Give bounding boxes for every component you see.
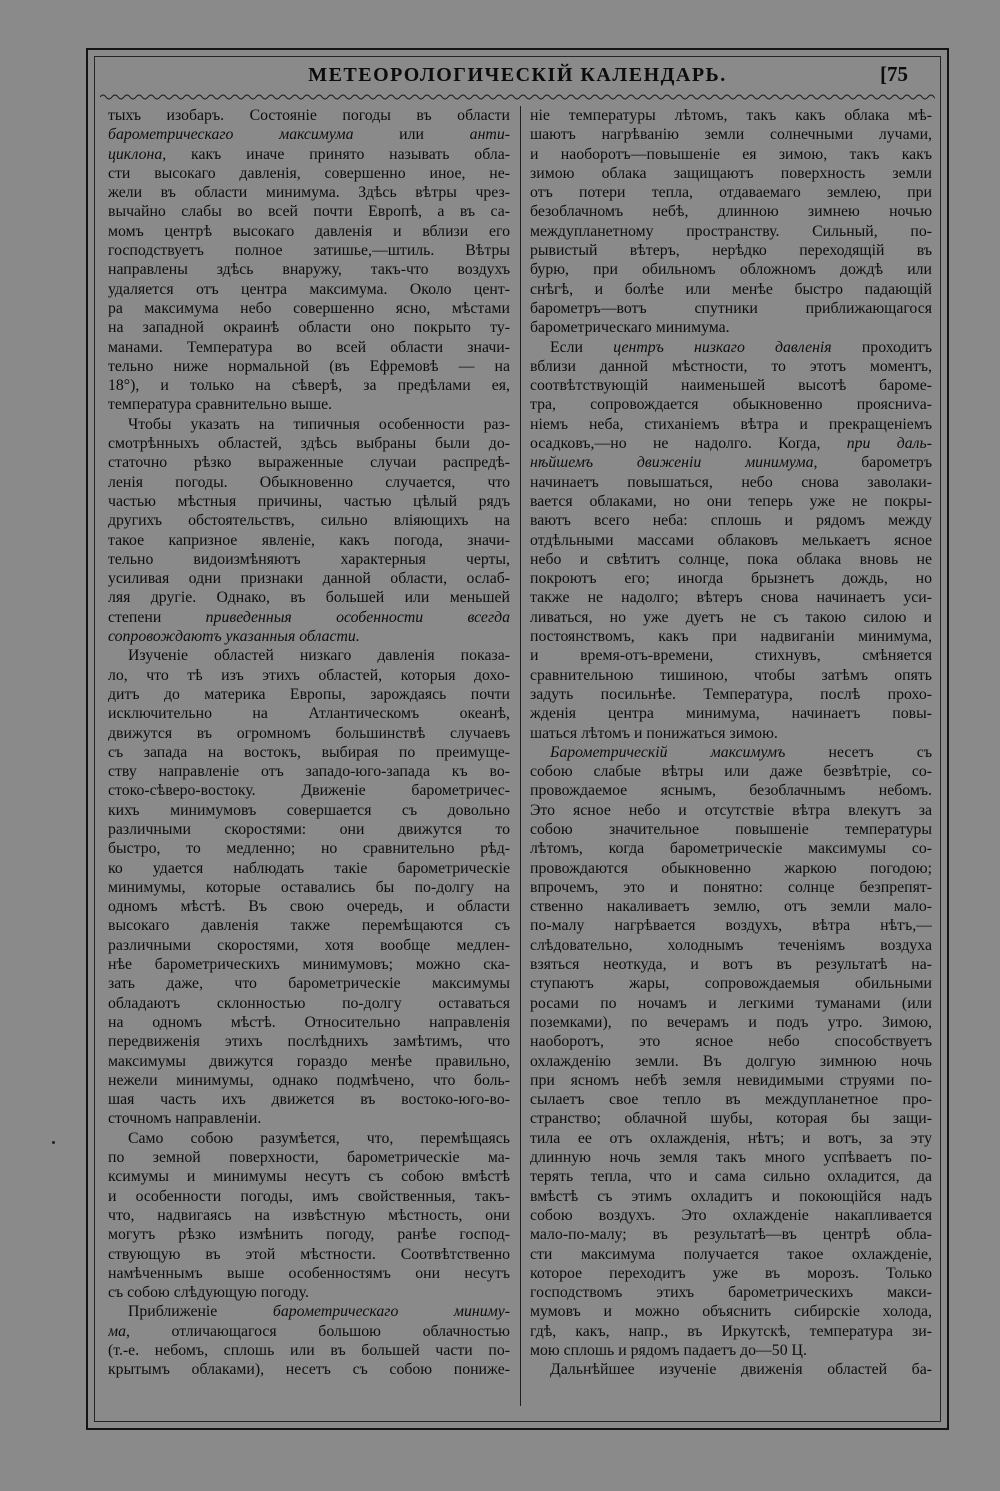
text-line: [530, 453, 932, 472]
text-line: отъ потери тепла, отдаваемаго землею, при: [530, 184, 932, 202]
text-line: рывистый вѣтеръ, нерѣдко переходящій въ: [530, 242, 932, 260]
text-line: другихъ обстоятельствъ, сильно вліяющихъ на: [108, 512, 510, 530]
text-line: намѣченнымъ выше особенностямъ они несутъ: [108, 1264, 510, 1282]
text-line: тыхъ изобаръ. Состояніе погоды въ области: [108, 107, 510, 124]
text-line: зать даже, что барометрическіе максимумы: [108, 975, 510, 993]
text-line: провождаемое яснымъ, безоблачнымъ небомъ.: [530, 782, 932, 800]
text-line: сылаетъ свое тепло въ междупланетное про-: [530, 1091, 932, 1109]
text-line: по-малу нагрѣвается воздухъ, вѣтра нѣтъ,—: [530, 917, 932, 935]
italic-phrase: барометрическаго максимума: [108, 126, 354, 144]
text-line: ляя другіе. Однако, въ большей или меньшей: [108, 589, 510, 607]
text-line: ваютъ всего неба: сплошь и рядомъ между: [530, 512, 932, 530]
page-title: МЕТЕОРОЛОГИЧЕСКІЙ КАЛЕНДАРЬ.: [308, 64, 727, 86]
text-line: нежели минимумы, однако подмѣчено, что боль-: [108, 1071, 510, 1089]
text-line: быстро, то медленно; но сравнительно рѣд-: [108, 840, 510, 858]
column-divider: [520, 106, 521, 1406]
text-line: различными скоростями, хотя вообще медлен-: [108, 936, 510, 954]
text-line: смотрѣнныхъ областей, здѣсь выбраны были до-: [108, 435, 510, 453]
text-line: снѣгѣ, и болѣе или менѣе быстро падающій: [530, 280, 932, 298]
text-line: минимумы, которые оставались бы по-долгу на: [108, 878, 510, 896]
italic-phrase: сопровождаютъ указанныя области.: [108, 628, 360, 646]
text-line: и наоборотъ—повышеніе ея зимою, такъ какъ: [530, 145, 932, 163]
text-line: Изученіе областей низкаго давленія показа-: [128, 647, 510, 665]
text-line: манами. Температура во всей области значи-: [108, 338, 510, 356]
italic-phrase: ма,: [108, 1322, 130, 1340]
italic-phrase: приведенныя особенности всегда: [205, 608, 510, 626]
text-line: взяться неоткуда, и вотъ въ результатѣ на-: [530, 956, 932, 974]
text-line: терять тепла, что и сама сильно охладится, да: [530, 1168, 932, 1186]
text-line: [530, 338, 932, 357]
text-line: удаляется отъ центра максимума. Около цент-: [108, 280, 510, 298]
text-line: Чтобы указать на типичныя особенности раз-: [128, 415, 510, 433]
text-line: провождаются обыкновенно жаркою погодою;: [530, 859, 932, 877]
text-line: Само собою разумѣется, что, перемѣщаясь: [128, 1129, 510, 1147]
text-line: и особенности погоды, имъ свойственныя, такъ-: [108, 1187, 510, 1205]
text-line: ству направленіе отъ западо-юго-запада къ во-: [108, 763, 510, 781]
text-segment: какъ иначе принято называть обла-: [166, 145, 510, 163]
margin-mark: [52, 1141, 55, 1144]
text-line: исключительно на Атлантическомъ океанѣ,: [108, 705, 510, 723]
text-line: господствуетъ полное затишье,—штиль. Вѣтры: [108, 242, 510, 260]
text-line: направлены здѣсь внаружу, такъ-что воздухъ: [108, 261, 510, 279]
text-line: также не надолго; вѣтеръ снова начинаетъ уси-: [530, 589, 932, 607]
text-segment: или: [353, 126, 470, 144]
text-line: мало-по-малу; въ результатѣ—въ центрѣ обла-: [530, 1226, 932, 1244]
text-line: ко удается наблюдать такіе барометрическіе: [108, 859, 510, 877]
text-line: нѣе барометрическихъ минимумовъ; можно ска-: [108, 956, 510, 974]
text-line: тельно ниже нормальной (въ Ефремовѣ — на: [108, 357, 510, 375]
text-line: [108, 145, 510, 164]
text-line: вмѣстѣ съ этимъ охладитъ и покоющійся надъ: [530, 1187, 932, 1205]
text-line: сти максимума получается такое охлажденіе,: [530, 1245, 932, 1263]
text-line: [108, 1302, 510, 1321]
text-line: ло, что тѣ изъ этихъ областей, которыя дохо-: [108, 666, 510, 684]
text-line: различными скоростями: они движутся то: [108, 820, 510, 838]
text-line: крытымъ облаками), несетъ съ собою пониже-: [108, 1361, 510, 1379]
text-segment: степени: [108, 608, 206, 626]
italic-phrase: барометрическаго миниму-: [272, 1303, 510, 1321]
text-line: ра максимума небо совершенно ясно, мѣстами: [108, 299, 510, 317]
text-line: сточномъ направленіи.: [108, 1110, 262, 1128]
italic-phrase: нѣйшемъ движеніи минимума,: [530, 454, 818, 472]
text-segment: барометръ: [817, 454, 932, 472]
wavy-rule-divider: [100, 92, 935, 102]
text-line: бурю, при обильномъ обложномъ дождѣ или: [530, 261, 932, 279]
text-line: [108, 125, 510, 144]
text-line: барометръ—вотъ спутники приближающагося: [530, 299, 932, 317]
text-line: Дальнѣйшее изученіе движенія областей ба-: [550, 1361, 932, 1379]
text-line: ксимумы и минимумы несутъ съ собою вмѣстѣ: [108, 1168, 510, 1186]
text-line: обладаютъ склонностью по-долгу оставаться: [108, 994, 510, 1012]
text-line: собою воздухъ. Это охлажденіе накапливается: [530, 1206, 932, 1224]
text-line: стоко-сѣверо-востоку. Движеніе барометричес-: [108, 782, 510, 800]
text-line: длинную ночь земля такъ много успѣваетъ по-: [530, 1149, 932, 1167]
text-line: небо и свѣтитъ солнце, пока облака вновь не: [530, 550, 932, 568]
text-line: (т.-е. небомъ, сплошь или въ большей части по-: [108, 1342, 510, 1359]
text-line: ніемъ неба, стиханіемъ вѣтра и прекращеніемъ: [530, 415, 932, 433]
text-line: жели въ области минимума. Здѣсь вѣтры чрез-: [108, 184, 510, 202]
text-line: ленія погоды. Обыкновенно случается, что: [108, 473, 510, 491]
text-line: тила ее отъ охлажденія, нѣтъ; и вотъ, за эту: [530, 1129, 932, 1147]
text-line: что, надвигаясь на извѣстную мѣстность, они: [108, 1206, 510, 1224]
text-line: мою сплошь и рядомъ падаетъ до—50 Ц.: [530, 1342, 807, 1359]
text-line: дитъ до материка Европы, зарождаясь почти: [108, 685, 510, 703]
text-line: лѣтомъ, когда барометрическіе максимумы со-: [530, 840, 932, 858]
text-line: [108, 627, 510, 646]
italic-phrase: циклона,: [108, 145, 167, 163]
text-line: Это ясное небо и отсутствіе вѣтра влекутъ за: [530, 801, 932, 819]
text-line: тельно видоизмѣняютъ характерныя черты,: [108, 550, 510, 568]
text-line: мумовъ и можно объяснить сибирскіе холода,: [530, 1303, 932, 1321]
text-line: момъ центрѣ высокаго давленія и вблизи его: [108, 222, 510, 240]
italic-phrase: при даль-: [846, 435, 932, 453]
text-line: кихъ минимумовъ совершается съ довольно: [108, 801, 510, 819]
text-line: сти высокаго давленія, совершенно иное, не-: [108, 164, 510, 182]
text-line: [108, 1322, 510, 1341]
text-line: усиливая одни признаки данной области, ослаб-: [108, 570, 510, 588]
text-line: зимою облака защищаютъ поверхность земли: [530, 164, 932, 182]
text-line: барометрическаго минимума.: [530, 319, 730, 337]
text-line: шаться лѣтомъ и понижаться зимою.: [530, 724, 778, 742]
text-line: странство; облачной шубы, которая бы защи-: [530, 1110, 932, 1128]
text-line: вается облаками, но они теперь уже не покры-: [530, 492, 932, 510]
text-line: такое капризное явленіе, какъ погода, значи-: [108, 531, 510, 549]
text-segment: осадковъ,—но не надолго. Когда,: [530, 435, 847, 453]
text-segment: отличающагося большою облачностью: [129, 1322, 510, 1340]
left-column: [108, 106, 510, 1380]
text-line: 18°), и только на сѣверѣ, за предѣлами ея,: [108, 377, 510, 395]
text-line: гдѣ, какъ, напр., въ Иркутскѣ, температура зи-: [530, 1322, 932, 1340]
text-line: [108, 608, 510, 627]
text-line: охлажденію земли. Въ долгую зимнюю ночь: [530, 1052, 932, 1070]
italic-phrase: анти-: [469, 126, 510, 144]
text-segment: проходитъ: [831, 338, 932, 356]
text-line: впрочемъ, это и понятно: солнце безпрепят-: [530, 878, 932, 896]
text-line: на западной окраинѣ области оно покрыто ту-: [108, 319, 510, 337]
text-line: по земной поверхности, барометрическіе ма-: [108, 1149, 510, 1167]
text-line: собою слабые вѣтры или даже безвѣтріе, со-: [530, 763, 932, 781]
text-line: могутъ рѣзко измѣнить погоду, ранѣе господ-: [108, 1226, 510, 1244]
text-line: съ собою слѣдующую погоду.: [108, 1284, 309, 1302]
text-line: при ясномъ небѣ земля невидимыми струями по-: [530, 1071, 932, 1089]
text-line: частью мѣстныя причины, частью цѣлый рядъ: [108, 492, 510, 510]
text-line: поземками), по вечерамъ и подъ утро. Зимою,: [530, 1013, 932, 1031]
text-line: ливаться, но уже дуетъ не съ такою силою и: [530, 608, 932, 626]
text-line: постоянствомъ, какъ при надвиганіи минимума,: [530, 628, 932, 646]
text-line: росами по ночамъ и легкими туманами (или: [530, 994, 932, 1012]
text-line: вблизи данной мѣстности, то этотъ моментъ,: [530, 357, 932, 375]
text-line: отдѣльными массами облаковъ мелькаетъ ясное: [530, 531, 932, 549]
text-line: передвиженія этихъ послѣднихъ замѣтимъ, что: [108, 1033, 510, 1051]
page-number: [75: [880, 62, 908, 86]
text-line: съ запада на востокъ, выбирая по преимуще-: [108, 743, 510, 761]
text-line: междупланетному пространству. Сильный, по-: [530, 222, 932, 240]
text-line: температура сравнительно выше.: [108, 396, 333, 414]
text-line: начинаетъ повышаться, небо снова заволаки-: [530, 473, 932, 491]
text-line: статочно рѣзко выраженные случаи распредѣ-: [108, 454, 510, 472]
text-line: которое переходитъ уже въ морозъ. Только: [530, 1264, 932, 1282]
text-line: слѣдовательно, холоднымъ теченіямъ воздуха: [530, 936, 932, 954]
text-line: и время-отъ-времени, стихнувъ, смѣняется: [530, 647, 932, 665]
text-line: высокаго давленія также перемѣщаются съ: [108, 917, 510, 935]
text-line: тра, сопровождается обыкновенно проясниva-: [530, 396, 932, 414]
text-line: соотвѣтствующій наименьшей высотѣ бароме-: [530, 377, 932, 395]
text-line: господствомъ этихъ барометрическихъ макси-: [530, 1284, 932, 1302]
text-line: движутся въ огромномъ большинствѣ случаевъ: [108, 724, 510, 742]
right-column: [530, 106, 932, 1380]
italic-phrase: центръ низкаго давленія: [613, 338, 832, 356]
text-line: на одномъ мѣстѣ. Относительно направленія: [108, 1013, 510, 1031]
text-line: сравнительною тишиною, чтобы затѣмъ опять: [530, 666, 932, 684]
italic-phrase: Барометрическій максимумъ: [550, 743, 786, 761]
text-line: [530, 743, 932, 762]
text-line: безоблачномъ небѣ, длинною зимнею ночью: [530, 203, 932, 221]
text-line: максимумы движутся гораздо менѣе правильно,: [108, 1052, 510, 1070]
text-line: собою значительное повышеніе температуры: [530, 820, 932, 838]
text-line: ніе температуры лѣтомъ, такъ какъ облака мѣ-: [530, 107, 932, 124]
text-line: наоборотъ, это ясное небо способствуетъ: [530, 1033, 932, 1051]
text-line: одномъ мѣстѣ. Въ свою очередь, и области: [108, 898, 510, 916]
text-line: [530, 434, 932, 453]
text-line: ствующую въ этой мѣстности. Соотвѣтственно: [108, 1245, 510, 1263]
text-segment: Приближеніе: [128, 1303, 273, 1321]
text-line: ступаютъ жары, сопровождаемыя обильными: [530, 975, 932, 993]
text-line: ственно накаливаетъ землю, отъ земли мало-: [530, 898, 932, 916]
text-line: жденія центра минимума, начинаетъ повы-: [530, 705, 932, 723]
text-line: шая часть ихъ движется въ востоко-юго-во-: [108, 1091, 510, 1109]
text-line: задуть посильнѣе. Температура, послѣ прохо-: [530, 685, 932, 703]
text-segment: несетъ съ: [785, 743, 932, 761]
text-line: покроютъ его; иногда брызнетъ дождь, но: [530, 570, 932, 588]
text-segment: Если: [550, 338, 614, 356]
text-line: вычайно слабы во всей почти Европѣ, а въ са-: [108, 203, 510, 221]
text-line: шаютъ нагрѣванію земли солнечными лучами,: [530, 126, 932, 144]
